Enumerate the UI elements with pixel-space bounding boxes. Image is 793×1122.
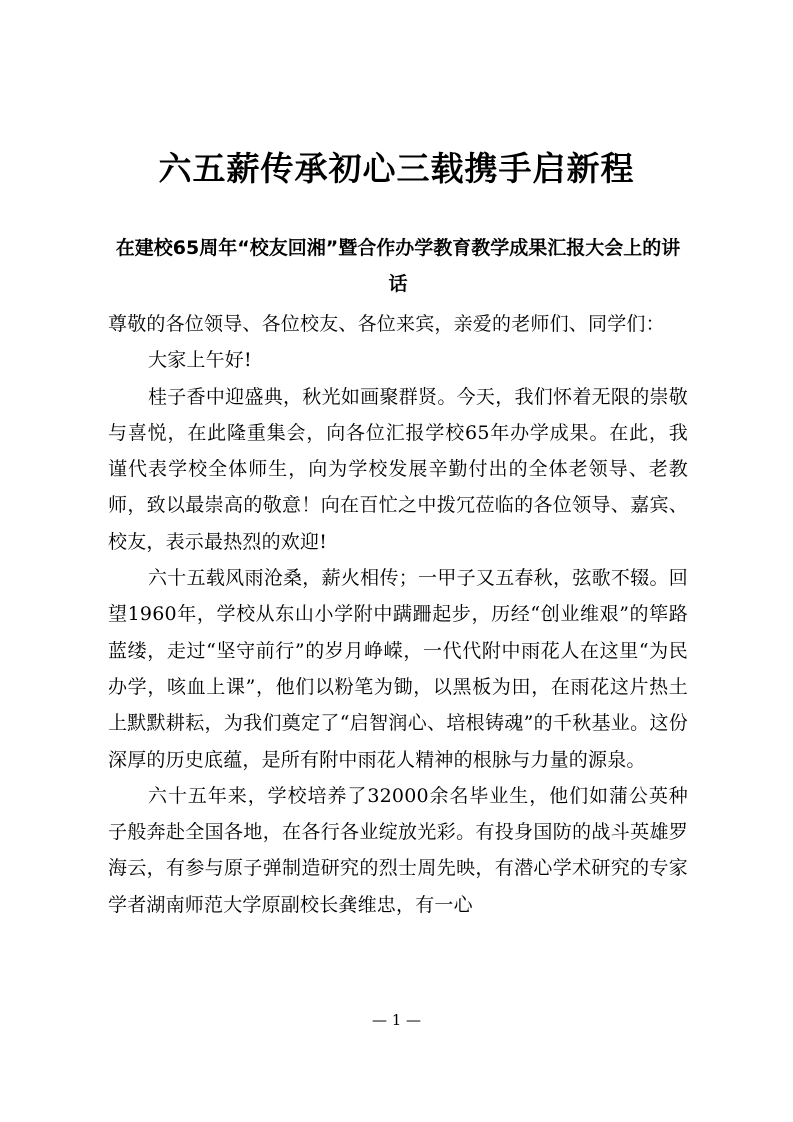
document-title: 六五薪传承初心三载携手启新程 [158, 149, 635, 188]
paragraph-2: 六十五载风雨沧桑，薪火相传；一甲子又五春秋，弦歌不辍。回望1960年，学校从东山小学附中蹒跚起步，历经“创业维艰”的筚路蓝缕，走过“坚守前行”的岁月峥嵘，一代代附中雨花人在这里“为民办学，咳血上课”，他们以粉笔为锄，以黑板为田，在雨花这片热土上默默耕耘，为我们奠定了“启智润心、培根铸魂”的千秋基业。这份深厚的历史底蕴，是所有附中雨花人精神的根脉与力量的源泉。 [108, 567, 688, 771]
document-subtitle: 在建校65周年“校友回湘”暨合作办学教育教学成果汇报大会上的讲话 [115, 237, 681, 295]
greeting: 大家上午好! [148, 349, 252, 372]
paragraph-1: 桂子香中迎盛典，秋光如画聚群贤。今天，我们怀着无限的崇敬与喜悦，在此隆重集会，向各位汇报学校65年办学成果。在此，我谨代表学校全体师生，向为学校发展辛勤付出的全体老领导、老教师，致以最崇高的敬意！向在百忙之中拨冗莅临的各位领导、嘉宾、校友，表示最热烈的欢迎! [108, 385, 688, 553]
page-number: — 1 — [371, 1011, 422, 1029]
salutation: 尊敬的各位领导、各位校友、各位来宾，亲爱的老师们、同学们： [108, 313, 665, 335]
paragraph-3: 六十五年来，学校培养了32000余名毕业生，他们如蒲公英种子般奔赴全国各地，在各行各业绽放光彩。有投身国防的战斗英雄罗海云，有参与原子弹制造研究的烈士周先映，有潜心学术研究的专家学者湖南师范大学原副校长龚维忠，有一心 [108, 784, 688, 916]
document-body [108, 306, 688, 923]
